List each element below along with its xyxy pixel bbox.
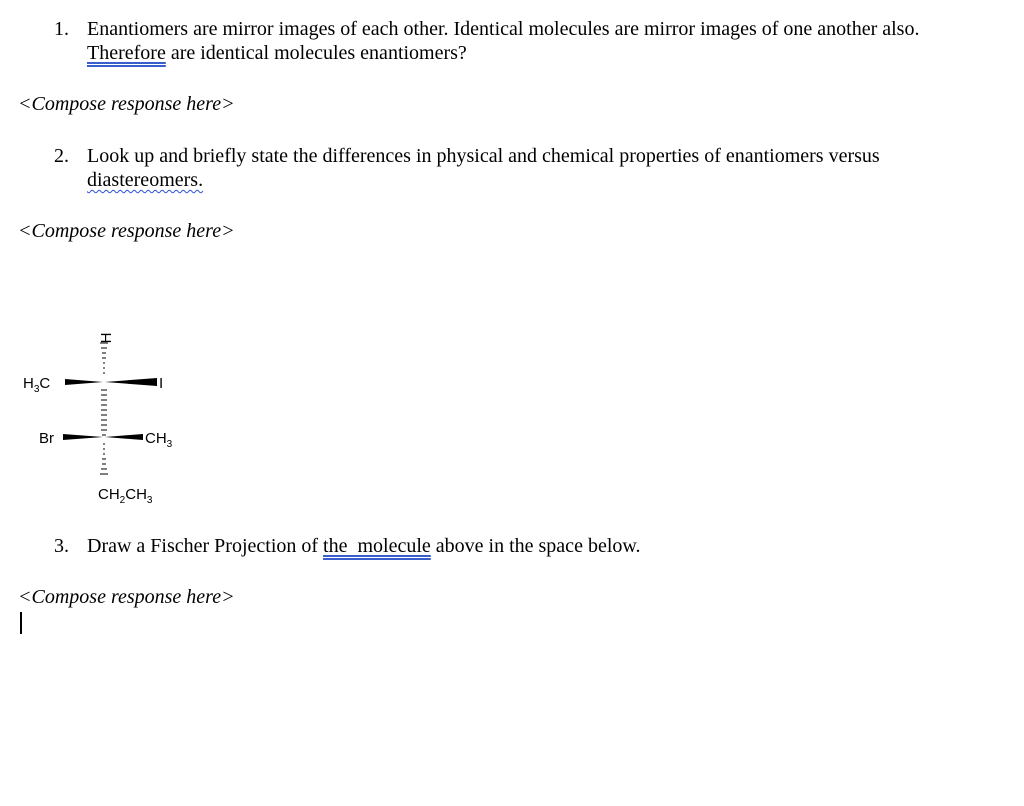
response-3-placeholder[interactable]: <Compose response here>	[18, 586, 235, 608]
question-3-text	[87, 534, 987, 558]
molecule-svg	[0, 300, 300, 520]
question-1-text	[87, 17, 987, 65]
hashed-bond-bottom	[100, 444, 108, 474]
atom-lower-right-ch3: $CH_3$	[145, 430, 173, 450]
atom-upper-left-ch3: $H_3C$	[23, 375, 51, 395]
response-2-placeholder[interactable]: <Compose response here>	[18, 220, 235, 242]
wedge-bond-upper-left	[65, 379, 103, 385]
atom-top-h: H	[98, 332, 115, 344]
wedge-bond-lower-left	[63, 434, 103, 440]
question-3-text-end: above in the space below.	[430, 535, 641, 557]
question-1-text-end: are identical molecules enantiomers?	[165, 42, 467, 64]
question-1-number: 1.	[54, 18, 69, 40]
atom-upper-right-i: I	[159, 375, 164, 392]
question-1-text-start: Enantiomers are mirror images of each other. Identical molecules are mirror images of one another also.	[87, 18, 920, 40]
hashed-bond-middle	[101, 390, 107, 435]
wedge-bond-upper-right	[105, 378, 157, 386]
response-1-placeholder[interactable]: <Compose response here>	[18, 93, 235, 115]
grammar-flag-therefore[interactable]: Therefore	[87, 42, 166, 64]
atom-lower-left-br: Br	[39, 430, 54, 447]
text-cursor[interactable]	[20, 612, 22, 634]
molecule-structure	[0, 300, 300, 520]
grammar-flag-the-molecule[interactable]: the molecule	[323, 535, 431, 557]
question-3-number: 3.	[54, 535, 69, 557]
question-2-text-start: Look up and briefly state the differences in physical and chemical properties of enantiomers versus	[87, 145, 880, 167]
question-2-number: 2.	[54, 145, 69, 167]
hashed-bond-top	[100, 343, 108, 373]
question-2-text	[87, 144, 987, 192]
spelling-flag-diastereomers[interactable]: diastereomers.	[87, 169, 204, 191]
atom-bottom-ethyl: $CH_2CH_3$	[98, 486, 153, 506]
wedge-bond-lower-right	[105, 434, 143, 440]
question-3-text-start: Draw a Fischer Projection of	[87, 535, 324, 557]
